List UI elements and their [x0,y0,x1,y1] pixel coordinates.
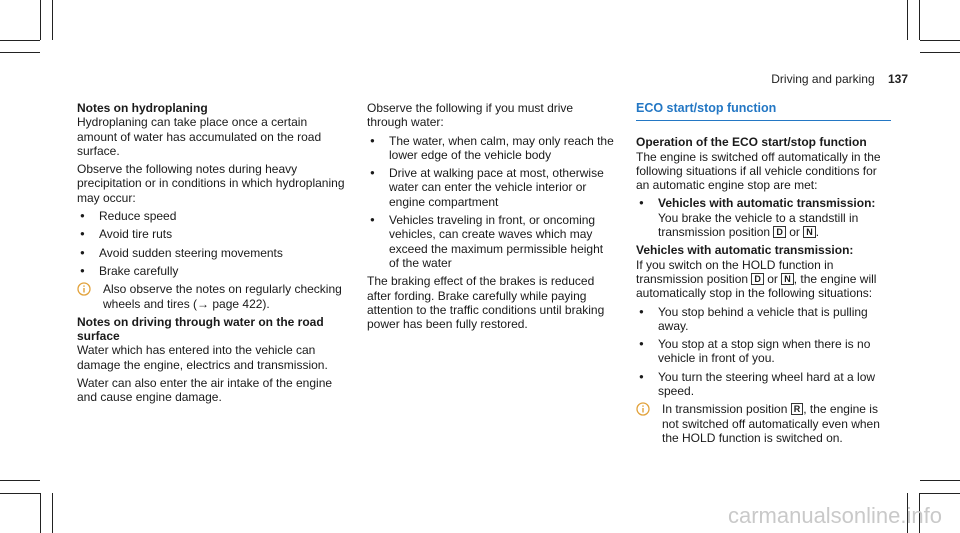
paragraph: Observe the following notes during heavy precipitation or in conditions in which hydroplaning may occur: [77,162,345,205]
crop-mark [920,52,960,53]
info-note-icon [77,282,91,296]
crop-mark [920,493,960,494]
bullet-bold-label: Vehicles with automatic transmission: [658,196,876,211]
info-note-icon [636,402,650,416]
list-item: ● Avoid sudden steering movements [77,246,347,260]
or-text: or [785,225,804,240]
list-item: ● Avoid tire ruts [77,227,347,241]
crop-mark [40,0,41,40]
crop-mark [0,52,40,53]
crop-mark [920,480,960,481]
section-title: ECO start/stop function [636,101,891,121]
bullet-list [636,196,891,239]
list-item: ● You stop at a stop sign when there is no vehicle in front of you. [636,337,891,366]
note [636,402,891,445]
note [77,282,347,311]
column-3 [636,101,891,449]
list-item: ● Reduce speed [77,209,347,223]
list-item: ● You turn the steering wheel hard at a low speed. [636,370,891,399]
heading-automatic-transmission: Vehicles with automatic transmission: [636,243,854,258]
crop-mark [0,480,40,481]
paragraph: The braking effect of the brakes is reduced after fording. Brake carefully while paying attention to the traffic conditions until braking power has been fully restored. [367,274,605,332]
crop-mark [907,0,908,40]
list-item: ● Brake carefully [77,264,347,278]
gear-d-key: D [773,226,786,238]
heading-hydroplaning: Notes on hydroplaning [77,101,208,115]
bullet-list [367,134,615,271]
paragraph [636,258,891,301]
crop-mark [0,40,40,41]
paragraph: Hydroplaning can take place once a certain amount of water has accumulated on the road surface. [77,115,322,158]
or-text: or [763,271,782,286]
bullet-list [636,305,891,399]
heading-driving-through-water: Notes on driving through water on the road surface [77,314,324,344]
list-item: ● Drive at walking pace at most, otherwise water can enter the vehicle interior or engine compartment [367,166,615,209]
gear-n-key: N [803,226,816,238]
list-item: ● You stop behind a vehicle that is pulling away. [636,305,891,334]
bullet-text: You brake the vehicle to a standstill in transmission position [658,210,859,240]
heading-eco-operation: Operation of the ECO start/stop function [636,135,867,150]
note-text: Also observe the notes on regularly checking wheels and tires (→ page 422). [103,282,342,311]
watermark: carmanualsonline.info [727,503,942,528]
bullet-list [77,209,347,278]
column-1 [77,101,347,409]
column-2 [367,101,615,335]
running-header [771,72,908,86]
page-number: 137 [887,72,908,86]
paragraph: Observe the following if you must drive through water: [367,101,574,130]
note-text: In transmission position [662,402,791,417]
list-item: ● The water, when calm, may only reach the lower edge of the vehicle body [367,134,615,163]
list-item: ● Vehicles traveling in front, or oncoming vehicles, can create waves which may exceed the maximum permissible height of the water [367,213,615,270]
paragraph: Water which has entered into the vehicle can damage the engine, electrics and transmission. [77,343,328,372]
crop-mark [52,0,53,40]
gear-n-key: N [781,273,794,285]
header-section: Driving and parking [771,72,875,86]
paragraph-text: If you switch on the HOLD function in transmission position [636,257,834,286]
crop-mark [52,493,53,533]
note-text: , the engine is not switched off automatically even when the HOLD function is switched on. [662,402,880,445]
paragraph: Water can also enter the air intake of the engine and cause engine damage. [77,376,333,405]
gear-r-key: R [791,403,804,415]
list-item: ● Vehicles with automatic transmission: You brake the vehicle to a standstill in transmission position D or N . [636,196,891,239]
crop-mark [919,0,920,40]
paragraph: The engine is switched off automatically in the following situations if all vehicle conditions for an automatic engine stop are met: [636,149,881,193]
crop-mark [920,40,960,41]
crop-mark [40,493,41,533]
crop-mark [0,493,40,494]
paragraph-text: , the engine will automatically stop in the following situations: [636,271,877,301]
gear-d-key: D [751,273,764,285]
